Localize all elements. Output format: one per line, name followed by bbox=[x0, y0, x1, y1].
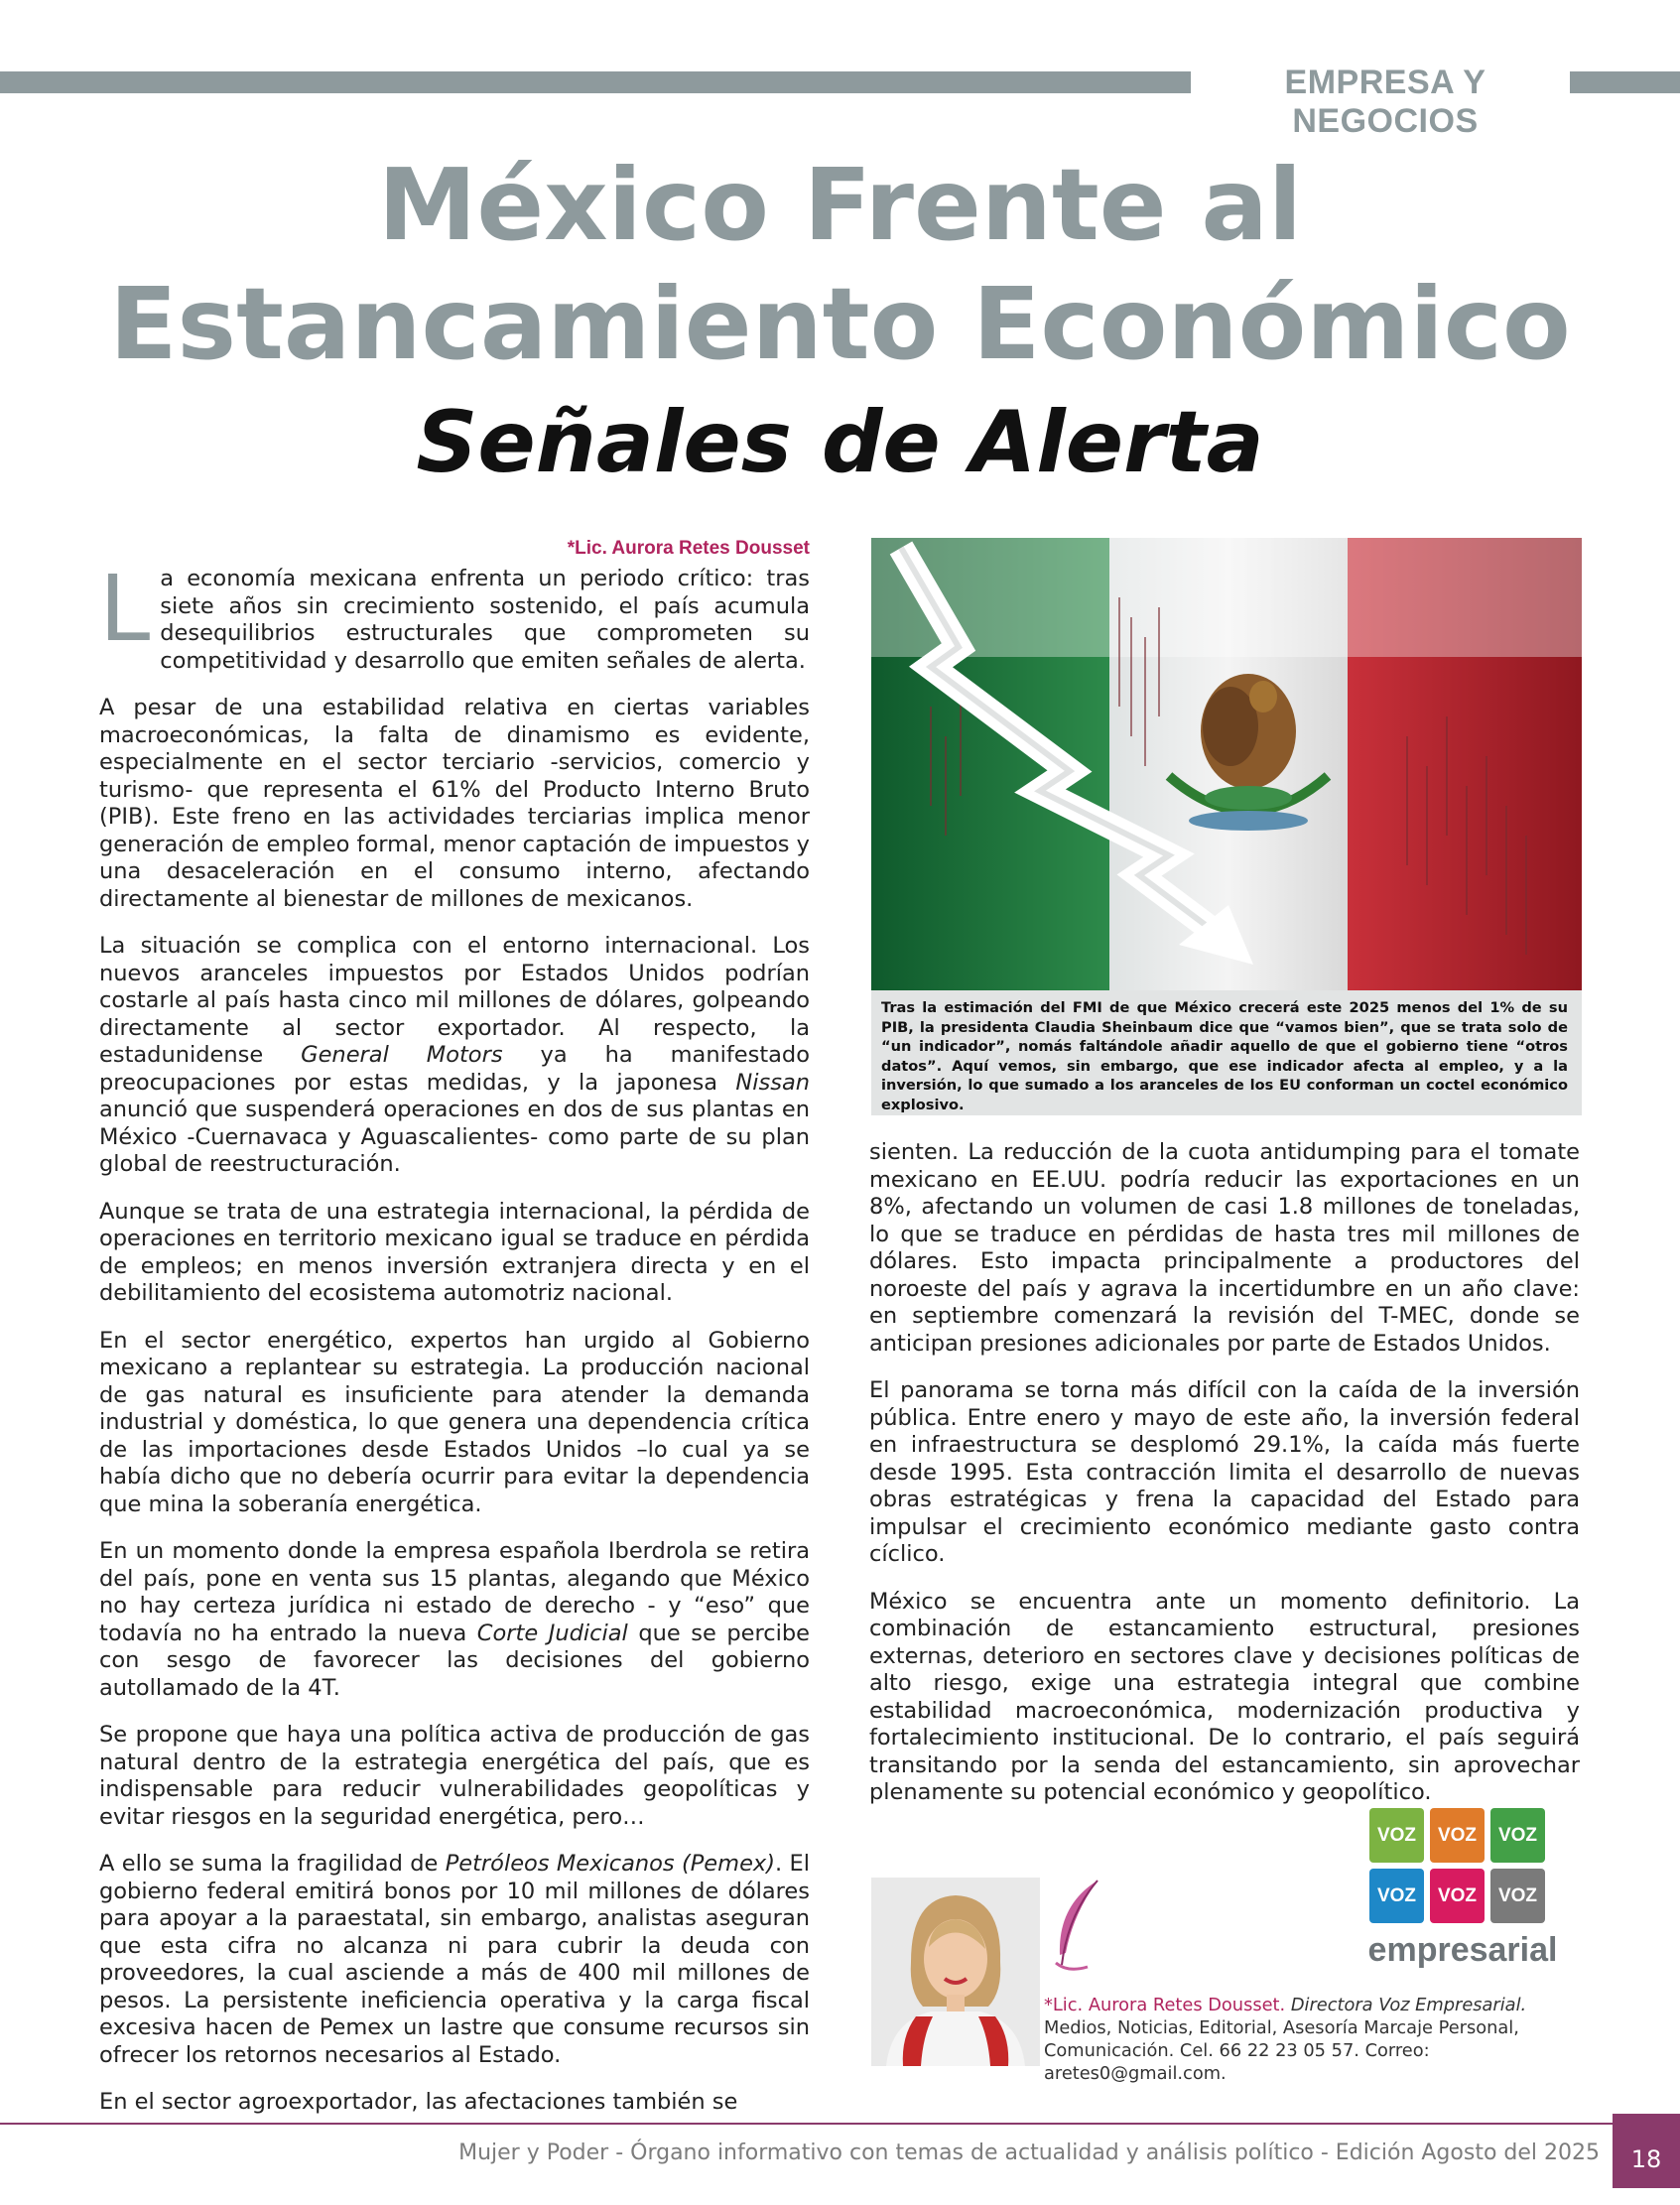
article-subtitle: Señales de Alerta bbox=[416, 393, 1264, 492]
drop-cap: L bbox=[99, 556, 151, 662]
paragraph-8-text-a: A ello se suma la fragilidad de bbox=[99, 1851, 446, 1877]
logo-tile: VOZ bbox=[1369, 1869, 1424, 1923]
header-rule-right bbox=[1570, 71, 1680, 93]
paragraph-8 bbox=[99, 1851, 810, 2069]
flag-decline-illustration bbox=[871, 538, 1582, 990]
author-role: Directora Voz Empresarial. bbox=[1285, 1995, 1527, 2015]
paragraph-3-text-a: La situación se complica con el entorno internacional. Los nuevos aranceles impuestos por Estados Unidos podrían costarle al país hasta cinco mil millones de dólares, golpeando directamente al sector exportador. Al respecto, la estadunidense bbox=[99, 933, 810, 1068]
logo-tile: VOZ bbox=[1490, 1808, 1545, 1863]
paragraph-1-text: a economía mexicana enfrenta un periodo crítico: tras siete años sin crecimiento sostenido, el país acumula desequilibrios estructurales que comprometen su competitividad y desarrollo que emiten señales de alerta. bbox=[160, 566, 810, 674]
logo-tile: VOZ bbox=[1369, 1808, 1424, 1863]
article-photo bbox=[871, 538, 1582, 990]
header-rule-left bbox=[0, 71, 1191, 93]
logo-tile: VOZ bbox=[1490, 1869, 1545, 1923]
author-photo bbox=[871, 1878, 1040, 2066]
paragraph-1 bbox=[99, 556, 810, 675]
article-title-line2: Estancamiento Económico bbox=[109, 266, 1571, 382]
author-name: *Lic. Aurora Retes Dousset. bbox=[1044, 1995, 1286, 2015]
paragraph-3-text-c: anunció que suspenderá operaciones en dos de sus plantas en México -Cuernavaca y Aguascalientes- como parte de su plan global de reestructuración. bbox=[99, 1097, 810, 1177]
paragraph-4: Aunque se trata de una estrategia internacional, la pérdida de operaciones en territorio mexicano igual se traduce en pérdida de empleos; en menos inversión extranjera directa y en el debilitamiento del ecosistema automotriz nacional. bbox=[99, 1198, 810, 1306]
emphasis-nissan: Nissan bbox=[735, 1069, 810, 1096]
paragraph-7: Se propone que haya una política activa de producción de gas natural dentro de la estrategia energética del país, que es indispensable para reducir vulnerabilidades geopolíticas y evitar riesgos en la seguridad energética, pero… bbox=[99, 1722, 810, 1830]
logo-wordmark: empresarial bbox=[1367, 1931, 1558, 1969]
paragraph-2: A pesar de una estabilidad relativa en ciertas variables macroeconómicas, la falta de dinamismo es evidente, especialmente en el sector terciario -servicios, comercio y turismo- que representa el 61% del Producto Interno Bruto (PIB). Este freno en las actividades terciarias implica menor generación de empleo formal, menor captación de impuestos y una desaceleración en el consumo interno, afectando directamente al bienestar de millones de mexicanos. bbox=[99, 695, 810, 912]
right-column bbox=[869, 1139, 1580, 1827]
quill-icon bbox=[1048, 1876, 1107, 1975]
page-number: 18 bbox=[1613, 2114, 1680, 2188]
author-bio bbox=[1044, 1994, 1590, 2085]
footer-text: Mujer y Poder - Órgano informativo con temas de actualidad y análisis político - Edición Agosto del 2025 bbox=[458, 2140, 1600, 2165]
logo-tile: VOZ bbox=[1430, 1808, 1485, 1863]
section-label: EMPRESA Y NEGOCIOS bbox=[1284, 64, 1486, 140]
paragraph-6 bbox=[99, 1538, 810, 1702]
right-paragraph-3: México se encuentra ante un momento definitorio. La combinación de estancamiento estructural, presiones externas, deterioro en sectores clave y decisiones políticas de alto riesgo, exige una estrategia integral que combine estabilidad macroeconómica, modernización productiva y fortalecimiento institucional. De lo contrario, el país seguirá transitando por la senda del estancamiento, sin aprovechar plenamente su potencial económico y geopolítico. bbox=[869, 1588, 1580, 1805]
emphasis-pemex: Petróleos Mexicanos (Pemex) bbox=[445, 1851, 776, 1877]
author-portrait bbox=[871, 1878, 1040, 2066]
paragraph-6-text-b: que se percibe con sesgo de favorecer las decisiones del gobierno autollamado de la 4T. bbox=[99, 1620, 810, 1701]
right-paragraph-1: sienten. La reducción de la cuota antidumping para el tomate mexicano en EE.UU. podría reducir las exportaciones en un 8%, afectando un volumen de casi 1.8 millones de toneladas, lo que se traduce en pérdidas de hasta tres mil millones de dólares. Esto impacta principalmente a productores del noroeste del país y agrava la incertidumbre en un año clave: en septiembre comenzará la revisión del T-MEC, donde se anticipan presiones adicionales por parte de Estados Unidos. bbox=[869, 1139, 1580, 1357]
paragraph-9: En el sector agroexportador, las afectaciones también se bbox=[99, 2089, 738, 2115]
left-column bbox=[99, 556, 810, 2137]
paragraph-3-text-b: ya ha manifestado preocupaciones por estas medidas, y la japonesa bbox=[99, 1042, 810, 1096]
logo-tile: VOZ bbox=[1430, 1869, 1485, 1923]
paragraph-6-text-a: En un momento donde la empresa española Iberdrola se retira del país, pone en venta sus 15 plantas, alegando que México no hay certeza jurídica ni estado de derecho - y “eso” que todavía no ha entrado la nueva bbox=[99, 1538, 810, 1646]
article-title-line1: México Frente al bbox=[377, 147, 1303, 263]
emphasis-general-motors: General Motors bbox=[301, 1042, 503, 1068]
author-details: Medios, Noticias, Editorial, Asesoría Marcaje Personal, Comunicación. Cel. 66 22 23 05 57. Correo: aretes0@gmail.com. bbox=[1044, 2017, 1519, 2084]
right-paragraph-2: El panorama se torna más difícil con la caída de la inversión pública. Entre enero y mayo de este año, la inversión federal en infraestructura se desplomó 29.1%, la caída más fuerte desde 1995. Esta contracción limita el desarrollo de nuevas obras estratégicas y frena la capacidad del Estado para impulsar el crecimiento económico mediante gasto contra cíclico. bbox=[869, 1377, 1580, 1567]
footer-rule bbox=[0, 2123, 1613, 2125]
byline: *Lic. Aurora Retes Dousset bbox=[567, 538, 810, 559]
paragraph-8-text-b: . El gobierno federal emitirá bonos por 10 mil millones de dólares para apoyar a la paraestatal, sin embargo, analistas aseguran que esta cifra no alcanza ni para cubrir la deuda con proveedores, la cual asciende a más de 400 mil millones de pesos. La persistente ineficiencia operativa y la carga fiscal excesiva hacen de Pemex un lastre que consume recursos sin ofrecer los retornos necesarios al Estado. bbox=[99, 1851, 810, 2068]
paragraph-5: En el sector energético, expertos han urgido al Gobierno mexicano a replantear su estrategia. La producción nacional de gas natural es insuficiente para atender la demanda industrial y doméstica, lo que genera una dependencia crítica de las importaciones desde Estados Unidos –lo cual ya se había dicho que no debería ocurrir para evitar la dependencia que mina la soberanía energética. bbox=[99, 1327, 810, 1517]
photo-caption: Tras la estimación del FMI de que México crecerá este 2025 menos del 1% de su PIB, la presidenta Claudia Sheinbaum dice que “vamos bien”, que se trata solo de “un indicador”, nomás faltándole añadir aquello de que el gobierno tiene “otros datos”. Aquí vemos, sin embargo, que ese indicador afecta al empleo, y a la inversión, lo que sumado a los aranceles de los EU conforman un coctel económico explosivo. bbox=[871, 990, 1582, 1115]
emphasis-corte-judicial: Corte Judicial bbox=[476, 1620, 628, 1646]
paragraph-3 bbox=[99, 933, 810, 1179]
